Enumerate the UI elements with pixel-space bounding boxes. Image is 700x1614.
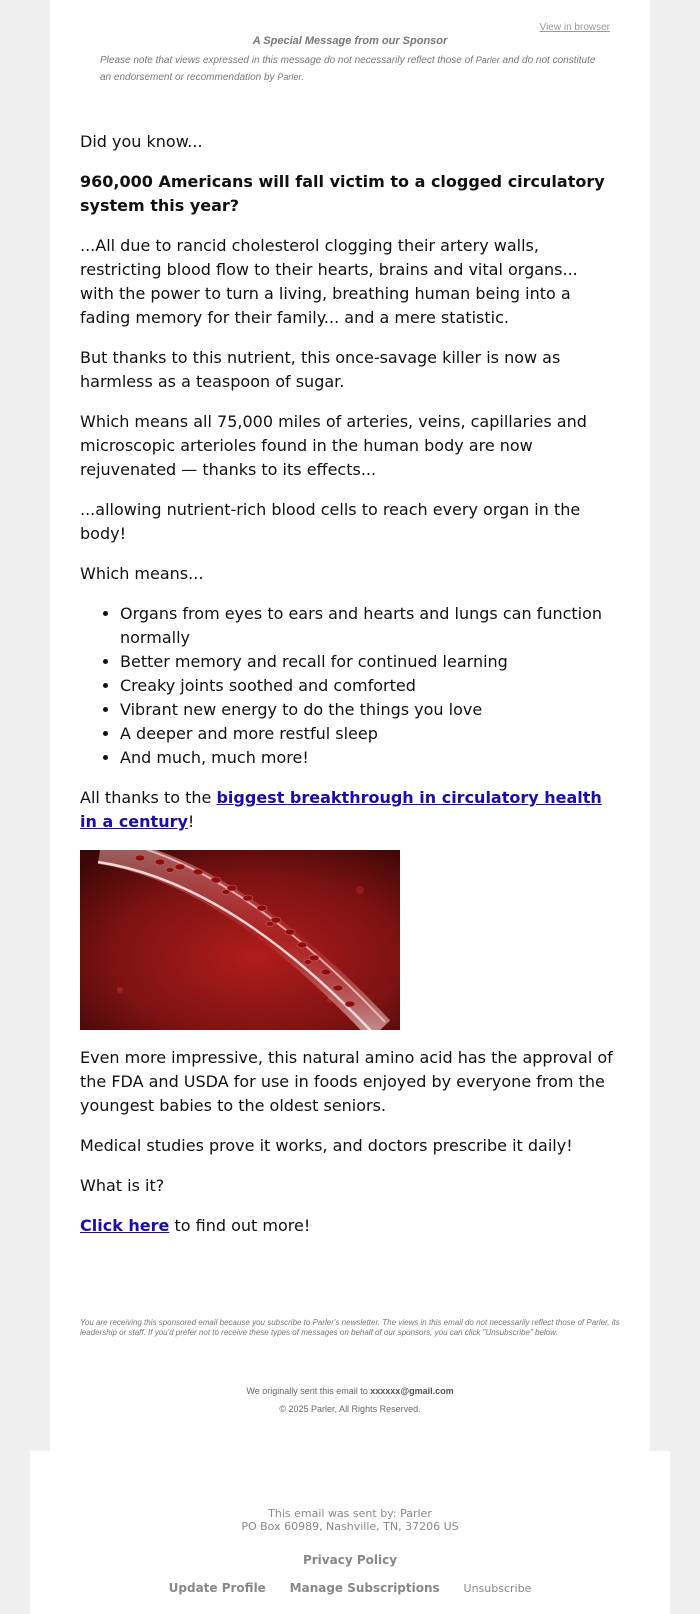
privacy-policy-link[interactable]: Privacy Policy [302,1553,398,1567]
copyright: © 2025 Parler, All Rights Reserved. [279,1404,421,1414]
click-here-link[interactable]: Click here [80,1216,170,1235]
email-card [50,0,650,1451]
legal-notice: You are receiving this sponsored email because you subscribe to Parler's newsletter. The views in this email do not necessarily reflect those of Parler, its leadership or staff. If you'd prefer not to receive these types of messages on behalf of our sponsors, you can click "Unsubscribe" below. [80,1318,620,1337]
breakthrough-link[interactable]: biggest breakthrough in circulatory health in a century [80,788,602,831]
sponsor-title: A Special Message from our Sponsor [252,35,448,47]
view-in-browser-link[interactable]: View in browser [539,22,610,33]
list-item: • A deeper and more restful sleep [120,722,615,746]
update-profile-link[interactable]: Update Profile [168,1581,266,1595]
sent-to-prefix: We originally sent this email to [246,1386,371,1396]
list-item: • Creaky joints soothed and comforted [120,674,615,698]
headline-text: 960,000 Americans will fall victim to a clogged circulatory system this year? [80,172,605,215]
list-item: • Better memory and recall for continued learning [120,650,615,674]
paragraph: But thanks to this nutrient, this once-savage killer is now as harmless as a teaspoon of sugar. [80,348,561,391]
email-body [80,130,615,1254]
sender-info [30,1507,670,1533]
cta-paragraph [80,1214,615,1238]
disclaimer-text: . [301,72,305,83]
cta-suffix: to find out more! [169,1216,311,1235]
email-footer [30,1451,670,1614]
thanks-prefix: All thanks to the [80,788,217,807]
list-item: • Organs from eyes to ears and hearts and lungs can function normally [120,602,615,650]
list-item: • Vibrant new energy to do the things you love [120,698,615,722]
blood-vessel-image[interactable] [80,850,400,1030]
disclaimer-text: Please note that views expressed in this message do not necessarily reflect those of [100,55,476,66]
disclaimer-brand: Parler [277,72,302,82]
paragraph: ...allowing nutrient-rich blood cells to reach every organ in the body! [80,500,581,543]
paragraph: ...All due to rancid cholesterol clogging their artery walls, restricting blood flow to their hearts, brains and vital organs... with the power to turn a living, breathing human being into a fading memory for their family... and a mere statistic. [80,236,578,327]
manage-subscriptions-link[interactable]: Manage Subscriptions [289,1581,440,1595]
paragraph: Which means all 75,000 miles of arteries, veins, capillaries and microscopic arterioles found in the human body are now rejuvenated — thanks to its effects... [80,412,587,479]
sent-to-line [50,1386,650,1396]
disclaimer-text: and do not constitute an endorsement or recommendation by [100,55,596,83]
recipient-email: xxxxxx@gmail.com [370,1386,454,1396]
sender-address: PO Box 60989, Nashville, TN, 37206 US [241,1520,459,1533]
thanks-suffix: ! [187,812,195,831]
benefits-list [80,602,615,770]
paragraph: Which means... [80,564,204,583]
thanks-paragraph [80,786,615,834]
paragraph: What is it? [80,1176,165,1195]
disclaimer-brand: Parler [475,55,500,65]
footer-links [30,1581,670,1595]
headline [80,170,615,218]
list-item: • And much, much more! [120,746,615,770]
sent-by-text: This email was sent by: Parler [268,1507,432,1520]
sponsor-disclaimer [100,52,600,86]
intro-text: Did you know... [80,132,203,151]
unsubscribe-link[interactable]: Unsubscribe [463,1582,532,1595]
paragraph: Medical studies prove it works, and doctors prescribe it daily! [80,1136,573,1155]
paragraph: Even more impressive, this natural amino acid has the approval of the FDA and USDA for use in foods enjoyed by everyone from the youngest babies to the oldest seniors. [80,1048,613,1115]
